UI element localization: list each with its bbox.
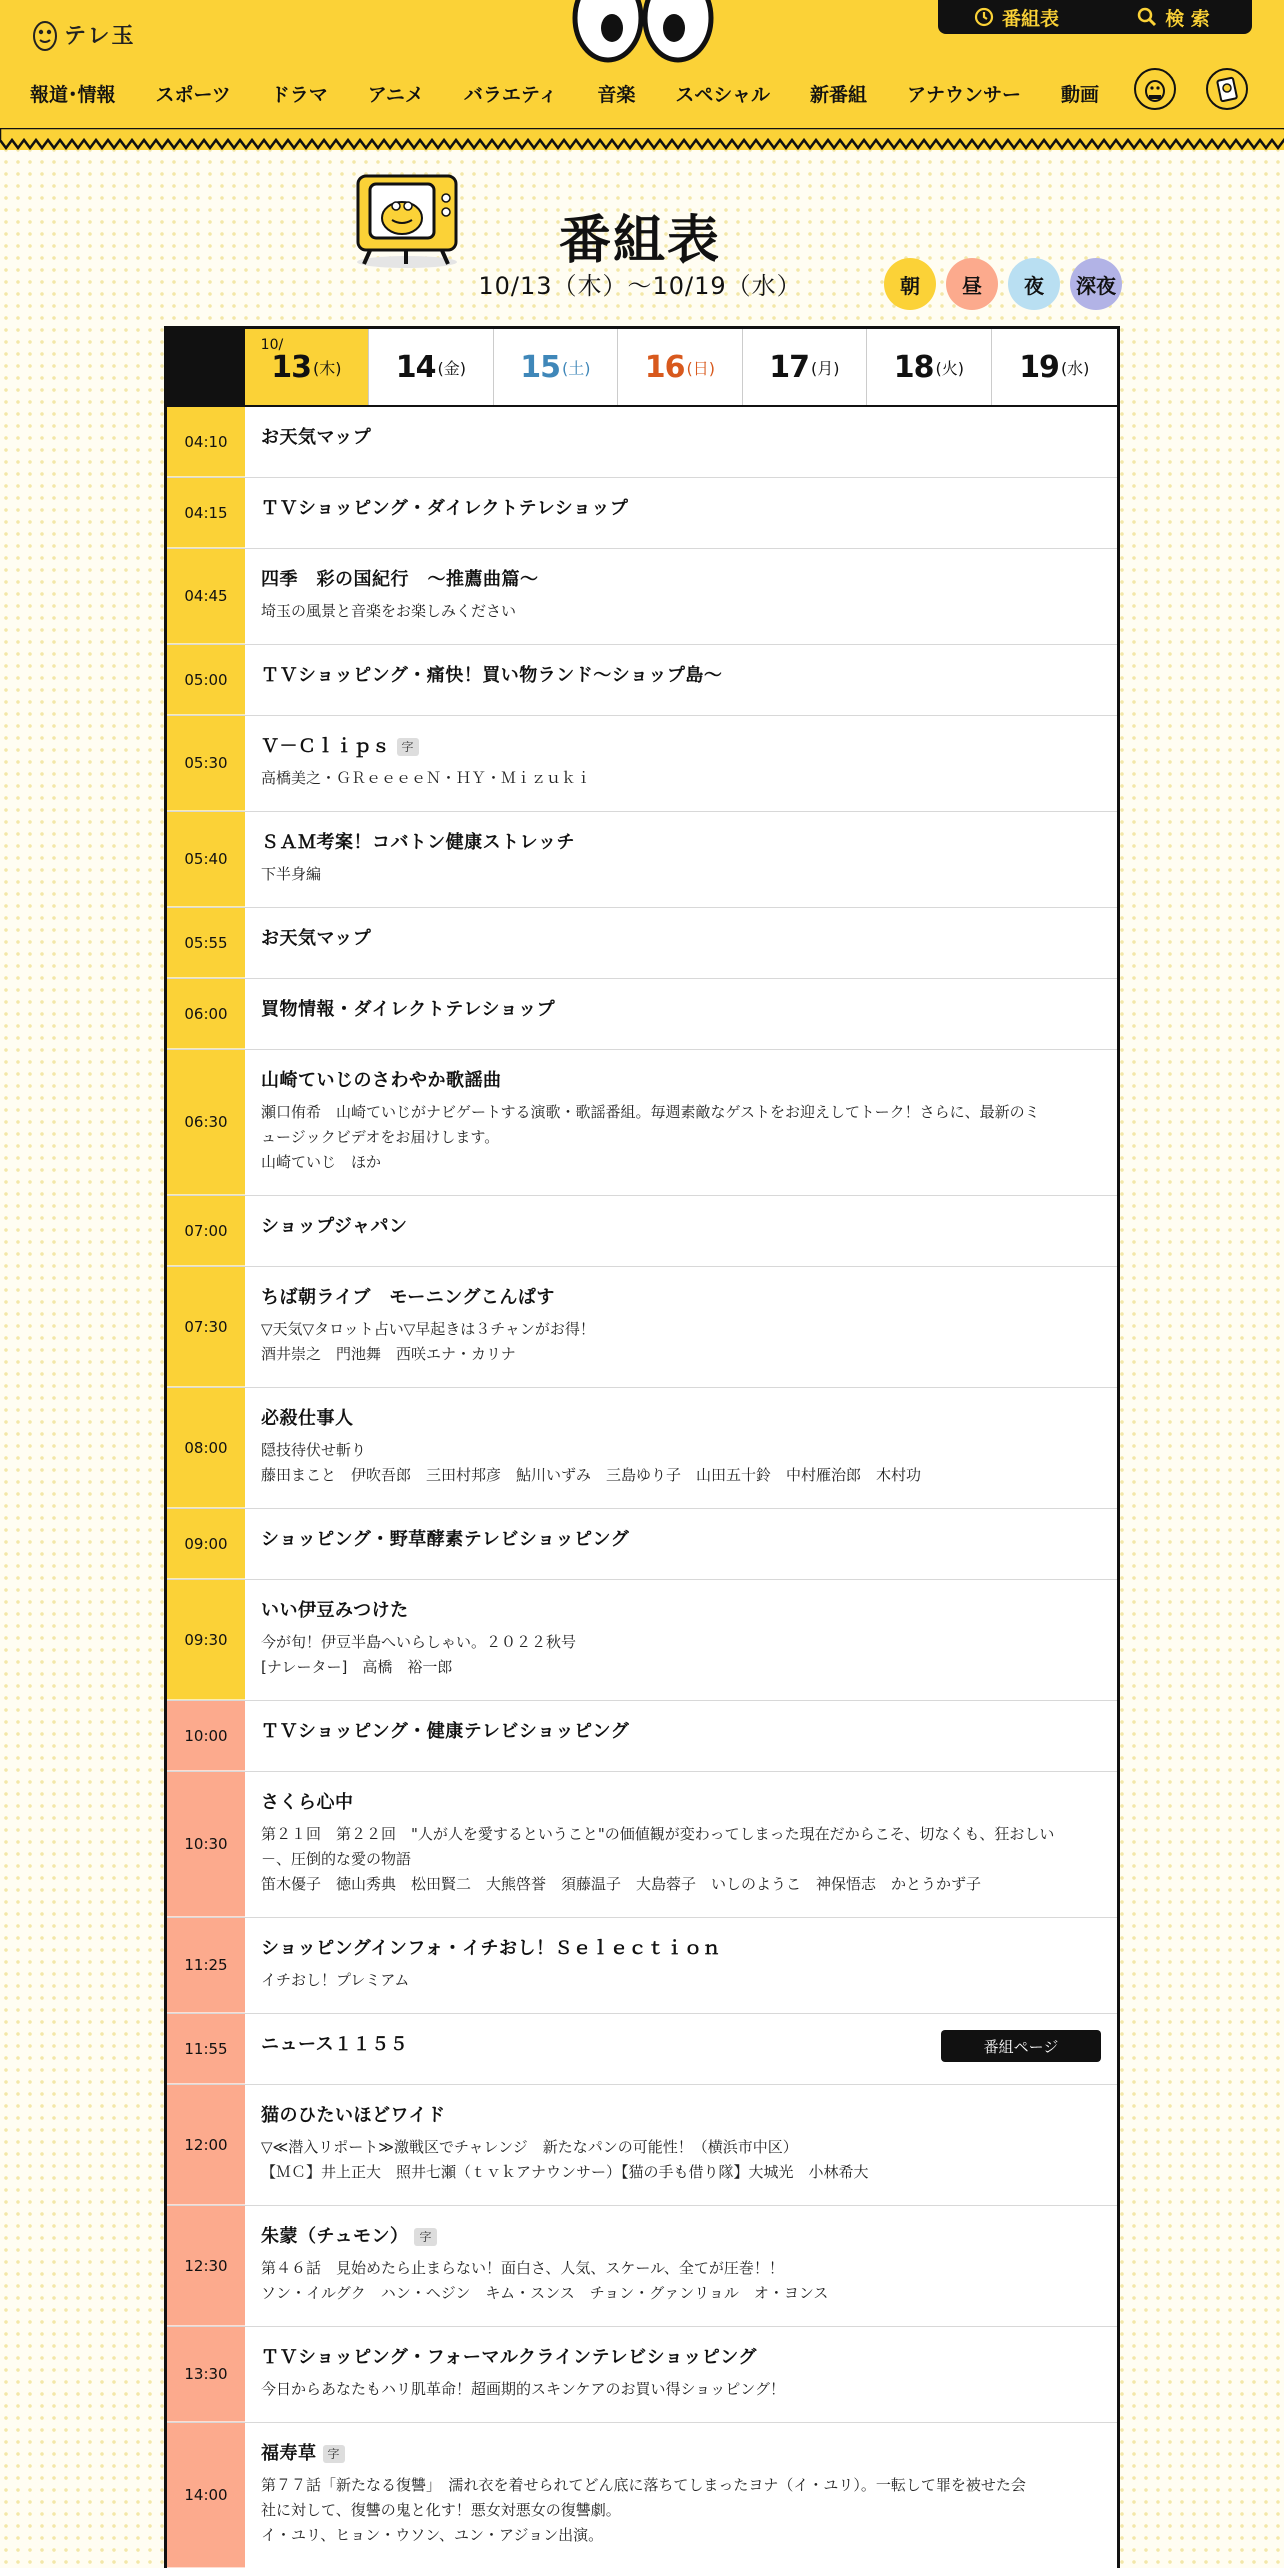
program-cell[interactable] bbox=[245, 1580, 1117, 1700]
program-title bbox=[261, 997, 1101, 1023]
program-title-text: ＴＶショッピング・健康テレビショッピング bbox=[261, 1721, 630, 1742]
program-row bbox=[167, 407, 1117, 478]
program-title-text: いい伊豆みつけた bbox=[261, 1600, 409, 1621]
program-description: 瀬口侑希 山崎ていじがナビゲートする演歌・歌謡番組。毎週素敵なゲストをお迎えしてトーク！さらに、最新のミ bbox=[261, 1103, 1040, 1121]
program-cell[interactable] bbox=[245, 1267, 1117, 1387]
program-description: 社に対して、復讐の鬼と化す！悪女対悪女の復讐劇。 bbox=[261, 2501, 621, 2519]
program-cell[interactable] bbox=[245, 549, 1117, 644]
program-row bbox=[167, 2206, 1117, 2327]
nav-new-programs[interactable]: 新番組 bbox=[809, 84, 867, 106]
day-tab-15[interactable] bbox=[494, 329, 618, 405]
program-description: 今が旬！伊豆半島へいらしゃい。２０２２秋号 bbox=[261, 1633, 577, 1651]
program-time: 07:30 bbox=[167, 1267, 245, 1387]
program-description: 埼玉の風景と音楽をお楽しみください bbox=[261, 602, 517, 620]
mascot-eyes-icon bbox=[568, 0, 718, 64]
program-description: 【ＭＣ】井上正大 照井七瀬（ｔｖｋアナウンサー）【猫の手も借り隊】大城光 小林希大 bbox=[261, 2163, 869, 2181]
day-weekday: (木) bbox=[313, 358, 342, 378]
header-zigzag-edge bbox=[0, 128, 1284, 152]
program-description: ▽天気▽タロット占い▽早起きは３チャンがお得！ bbox=[261, 1320, 595, 1338]
program-cell[interactable] bbox=[245, 2327, 1117, 2422]
program-row bbox=[167, 549, 1117, 645]
program-time: 05:40 bbox=[167, 812, 245, 907]
program-title bbox=[261, 926, 1101, 952]
program-description: －、圧倒的な愛の物語 bbox=[261, 1850, 412, 1868]
nav-videos[interactable]: 動画 bbox=[1061, 84, 1100, 106]
program-title-text: Ｖ－Ｃｌｉｐｓ bbox=[261, 736, 391, 757]
main-nav bbox=[30, 80, 1139, 107]
program-cell[interactable] bbox=[245, 407, 1117, 477]
program-row bbox=[167, 1196, 1117, 1267]
program-title-text: ショップジャパン bbox=[261, 1216, 408, 1237]
site-header bbox=[0, 0, 1284, 150]
date-range: 10/13（木）〜10/19（水） bbox=[478, 272, 802, 300]
program-title-text: 四季 彩の国紀行 ～推薦曲篇～ bbox=[261, 569, 539, 590]
program-time: 04:45 bbox=[167, 549, 245, 644]
nav-sports[interactable]: スポーツ bbox=[155, 84, 231, 106]
nav-announcers[interactable]: アナウンサー bbox=[906, 84, 1021, 106]
program-title-text: ＴＶショッピング・フォーマルクラインテレビショッピング bbox=[261, 2347, 757, 2368]
program-row bbox=[167, 2085, 1117, 2206]
program-title-text: ちば朝ライブ モーニングこんぱす bbox=[261, 1287, 555, 1308]
program-description: ュージックビデオをお届けします。 bbox=[261, 1128, 500, 1146]
program-description: 酒井崇之 門池舞 西咲エナ・カリナ bbox=[261, 1345, 516, 1363]
program-title bbox=[261, 830, 1101, 856]
program-time: 13:30 bbox=[167, 2327, 245, 2422]
utility-bar bbox=[938, 0, 1252, 34]
program-time: 14:00 bbox=[167, 2423, 245, 2568]
noon-filter-button[interactable]: 昼 bbox=[946, 258, 998, 310]
program-row bbox=[167, 1580, 1117, 1701]
subtitle-badge: 字 bbox=[323, 2445, 346, 2463]
program-title bbox=[261, 2345, 1101, 2371]
nav-news[interactable]: 報道･情報 bbox=[30, 84, 116, 106]
day-tab-17[interactable] bbox=[743, 329, 867, 405]
program-row bbox=[167, 1388, 1117, 1509]
day-tabs bbox=[167, 329, 1117, 407]
program-title bbox=[261, 2103, 1101, 2129]
program-row bbox=[167, 1267, 1117, 1388]
program-title-text: ＴＶショッピング・ダイレクトテレショップ bbox=[261, 498, 629, 519]
search-link[interactable] bbox=[1095, 4, 1252, 31]
program-time: 08:00 bbox=[167, 1388, 245, 1508]
program-cell[interactable] bbox=[245, 908, 1117, 978]
program-time: 11:55 bbox=[167, 2014, 245, 2084]
program-title-text: ＴＶショッピング・痛快！買い物ランド～ショップ島～ bbox=[261, 665, 723, 686]
program-description: 今日からあなたもハリ肌革命！超画期的スキンケアのお買い得ショッピング！ bbox=[261, 2380, 785, 2398]
program-title bbox=[261, 1936, 1101, 1962]
program-time: 10:00 bbox=[167, 1701, 245, 1771]
program-title-text: ショッピングインフォ・イチおし！Ｓｅｌｅｃｔｉｏｎ bbox=[261, 1938, 721, 1959]
tv-mascot-icon bbox=[352, 168, 462, 268]
program-title-text: ショッピング・野草酵素テレビショッピング bbox=[261, 1529, 630, 1550]
program-title bbox=[261, 496, 1101, 522]
program-title-text: ニュース１１５５ bbox=[261, 2034, 409, 2055]
program-title-text: 必殺仕事人 bbox=[261, 1408, 354, 1429]
program-time: 10:30 bbox=[167, 1772, 245, 1917]
program-description: ソン・イルグク ハン・ヘジン キム・スンス チョン・グァンリョル オ・ヨンス bbox=[261, 2284, 829, 2302]
day-tab-14[interactable] bbox=[369, 329, 493, 405]
program-description: イチおし！プレミアム bbox=[261, 1971, 410, 1989]
program-row bbox=[167, 2423, 1117, 2568]
day-number: 15 bbox=[520, 349, 560, 385]
day-weekday: (火) bbox=[935, 358, 964, 378]
program-row bbox=[167, 812, 1117, 908]
mascot-youtube-icon bbox=[1140, 74, 1170, 104]
program-time: 04:10 bbox=[167, 407, 245, 477]
program-row bbox=[167, 1918, 1117, 2014]
program-description: 隠技待伏せ斬り bbox=[261, 1441, 367, 1459]
program-title bbox=[261, 1527, 1101, 1553]
program-title bbox=[261, 734, 1101, 760]
program-time: 05:00 bbox=[167, 645, 245, 715]
program-title-text: お天気マップ bbox=[261, 427, 372, 448]
nav-drama[interactable]: ドラマ bbox=[270, 84, 328, 106]
program-cell[interactable] bbox=[245, 1772, 1117, 1917]
program-title bbox=[261, 1598, 1101, 1624]
program-title bbox=[261, 1068, 1101, 1094]
program-cell[interactable] bbox=[245, 2423, 1117, 2568]
program-description: 下半身編 bbox=[261, 865, 322, 883]
program-cell[interactable] bbox=[245, 1701, 1117, 1771]
program-time: 11:25 bbox=[167, 1918, 245, 2013]
page-title: 番組表 bbox=[558, 211, 721, 271]
day-number: 19 bbox=[1019, 349, 1059, 385]
program-title-text: お天気マップ bbox=[261, 928, 372, 949]
program-title-text: 猫のひたいほどワイド bbox=[261, 2105, 446, 2126]
nav-music[interactable]: 音楽 bbox=[597, 84, 636, 106]
tama-mascot-icon bbox=[32, 16, 58, 52]
program-row bbox=[167, 979, 1117, 1050]
day-tab-19[interactable] bbox=[992, 329, 1117, 405]
program-title-text: さくら心中 bbox=[261, 1792, 354, 1813]
program-time: 05:30 bbox=[167, 716, 245, 811]
program-title bbox=[261, 2224, 1101, 2250]
program-row bbox=[167, 1772, 1117, 1918]
program-cell[interactable] bbox=[245, 716, 1117, 811]
day-number: 16 bbox=[644, 349, 685, 385]
program-cell[interactable] bbox=[245, 2206, 1117, 2326]
program-description: イ・ユリ、ヒョン・ウソン、ユン・アジョン出演。 bbox=[261, 2526, 604, 2544]
site-logo[interactable] bbox=[32, 16, 136, 52]
day-weekday: (金) bbox=[437, 358, 467, 378]
program-row bbox=[167, 1050, 1117, 1196]
search-icon bbox=[1137, 7, 1157, 27]
program-title-text: 山崎ていじのさわやか歌謡曲 bbox=[261, 1070, 502, 1091]
program-title-text: 福寿草 bbox=[261, 2443, 317, 2464]
nav-special[interactable]: スペシャル bbox=[675, 84, 770, 106]
program-title bbox=[261, 425, 1101, 451]
program-title bbox=[261, 1790, 1101, 1816]
program-cell[interactable] bbox=[245, 478, 1117, 548]
program-description: [ナレーター] 高橋 裕一郎 bbox=[261, 1658, 453, 1676]
day-tabs-corner bbox=[167, 329, 245, 405]
late-night-filter-button[interactable]: 深夜 bbox=[1070, 258, 1122, 310]
program-title-text: 朱蒙（チュモン） bbox=[261, 2226, 409, 2247]
program-row bbox=[167, 716, 1117, 812]
program-row bbox=[167, 2327, 1117, 2423]
program-title bbox=[261, 1214, 1101, 1240]
program-time: 09:30 bbox=[167, 1580, 245, 1700]
program-cell[interactable] bbox=[245, 1509, 1117, 1579]
subtitle-badge: 字 bbox=[397, 738, 420, 756]
search-link-label: 検 索 bbox=[1165, 7, 1210, 30]
subtitle-badge: 字 bbox=[414, 2228, 437, 2246]
program-row bbox=[167, 2014, 1117, 2085]
day-number: 18 bbox=[893, 349, 934, 385]
day-tab-13[interactable] bbox=[245, 329, 369, 405]
program-description: 第２１回 第２２回 "人が人を愛するということ"の価値観が変わってしまった現在だからこそ、切なくも、狂おしい bbox=[261, 1825, 1055, 1843]
night-filter-button[interactable]: 夜 bbox=[1008, 258, 1060, 310]
program-title bbox=[261, 567, 1101, 593]
schedule-link[interactable] bbox=[938, 4, 1095, 31]
day-tab-18[interactable] bbox=[867, 329, 991, 405]
program-description: 第７７話「新たなる復讐」 濡れ衣を着せられてどん底に落ちてしまったヨナ（イ・ユリ）。一転して罪を被せた会 bbox=[261, 2476, 1026, 2494]
day-weekday: (水) bbox=[1060, 358, 1090, 378]
day-weekday: (月) bbox=[810, 358, 840, 378]
program-description: 藤田まこと 伊吹吾郎 三田村邦彦 鮎川いずみ 三島ゆり子 山田五十鈴 中村雁治郎 木村功 bbox=[261, 1466, 922, 1484]
program-cell[interactable] bbox=[245, 1388, 1117, 1508]
day-tab-16[interactable] bbox=[618, 329, 742, 405]
program-time: 06:30 bbox=[167, 1050, 245, 1195]
program-title-text: ＳＡＭ考案！コバトン健康ストレッチ bbox=[261, 832, 575, 853]
program-cell[interactable] bbox=[245, 812, 1117, 907]
clock-icon bbox=[974, 7, 994, 27]
program-list bbox=[167, 407, 1117, 2568]
program-cell[interactable] bbox=[245, 1918, 1117, 2013]
program-cell[interactable] bbox=[245, 2085, 1117, 2205]
program-description: 笛木優子 徳山秀典 松田賢二 大熊啓誉 須藤温子 大島蓉子 いしのようこ 神保悟志 かとうかず子 bbox=[261, 1875, 982, 1893]
program-time: 12:30 bbox=[167, 2206, 245, 2326]
program-description: ▽≪潜入リポート≫激戦区でチャレンジ 新たなパンの可能性！（横浜市中区） bbox=[261, 2138, 798, 2156]
schedule-grid bbox=[164, 326, 1120, 2568]
program-description: 高橋美之・ＧＲｅｅｅｅＮ・ＨＹ・Ｍｉｚｕｋｉ bbox=[261, 769, 592, 787]
program-cell[interactable] bbox=[245, 1196, 1117, 1266]
program-description: 第４６話 見始めたら止まらない！面白さ、人気、スケール、全てが圧巻！！ bbox=[261, 2259, 784, 2277]
day-number: 14 bbox=[395, 349, 436, 385]
day-number: 17 bbox=[769, 349, 809, 385]
program-time: 04:15 bbox=[167, 478, 245, 548]
program-description: 山崎ていじ ほか bbox=[261, 1153, 382, 1171]
program-cell[interactable] bbox=[245, 2014, 1117, 2084]
program-row bbox=[167, 1701, 1117, 1772]
program-title bbox=[261, 2441, 1101, 2467]
day-weekday: (土) bbox=[562, 358, 591, 378]
card-event-link[interactable] bbox=[1206, 68, 1248, 110]
program-title-text: 買物情報・ダイレクトテレショップ bbox=[261, 999, 556, 1020]
program-row bbox=[167, 478, 1117, 549]
program-time: 07:00 bbox=[167, 1196, 245, 1266]
program-row bbox=[167, 645, 1117, 716]
program-cell[interactable] bbox=[245, 979, 1117, 1049]
program-page-button[interactable]: 番組ページ bbox=[941, 2030, 1101, 2062]
day-number: 13 bbox=[271, 349, 312, 385]
nav-variety[interactable]: バラエティ bbox=[463, 84, 558, 106]
program-title bbox=[261, 663, 1101, 689]
program-title bbox=[261, 1285, 1101, 1311]
program-time: 09:00 bbox=[167, 1509, 245, 1579]
program-row bbox=[167, 1509, 1117, 1580]
schedule-link-label: 番組表 bbox=[1001, 7, 1059, 30]
program-time: 06:00 bbox=[167, 979, 245, 1049]
program-time: 12:00 bbox=[167, 2085, 245, 2205]
mascot-card-icon bbox=[1212, 74, 1242, 104]
program-title bbox=[261, 1406, 1101, 1432]
youtube-channel-link[interactable] bbox=[1134, 68, 1176, 110]
morning-filter-button[interactable]: 朝 bbox=[884, 258, 936, 310]
program-cell[interactable] bbox=[245, 1050, 1117, 1195]
day-month: 10/ bbox=[260, 337, 284, 353]
program-row bbox=[167, 908, 1117, 979]
nav-anime[interactable]: アニメ bbox=[367, 84, 424, 106]
day-weekday: (日) bbox=[686, 358, 715, 378]
logo-text: テレ玉 bbox=[64, 23, 136, 49]
program-time: 05:55 bbox=[167, 908, 245, 978]
program-cell[interactable] bbox=[245, 645, 1117, 715]
program-title bbox=[261, 1719, 1101, 1745]
